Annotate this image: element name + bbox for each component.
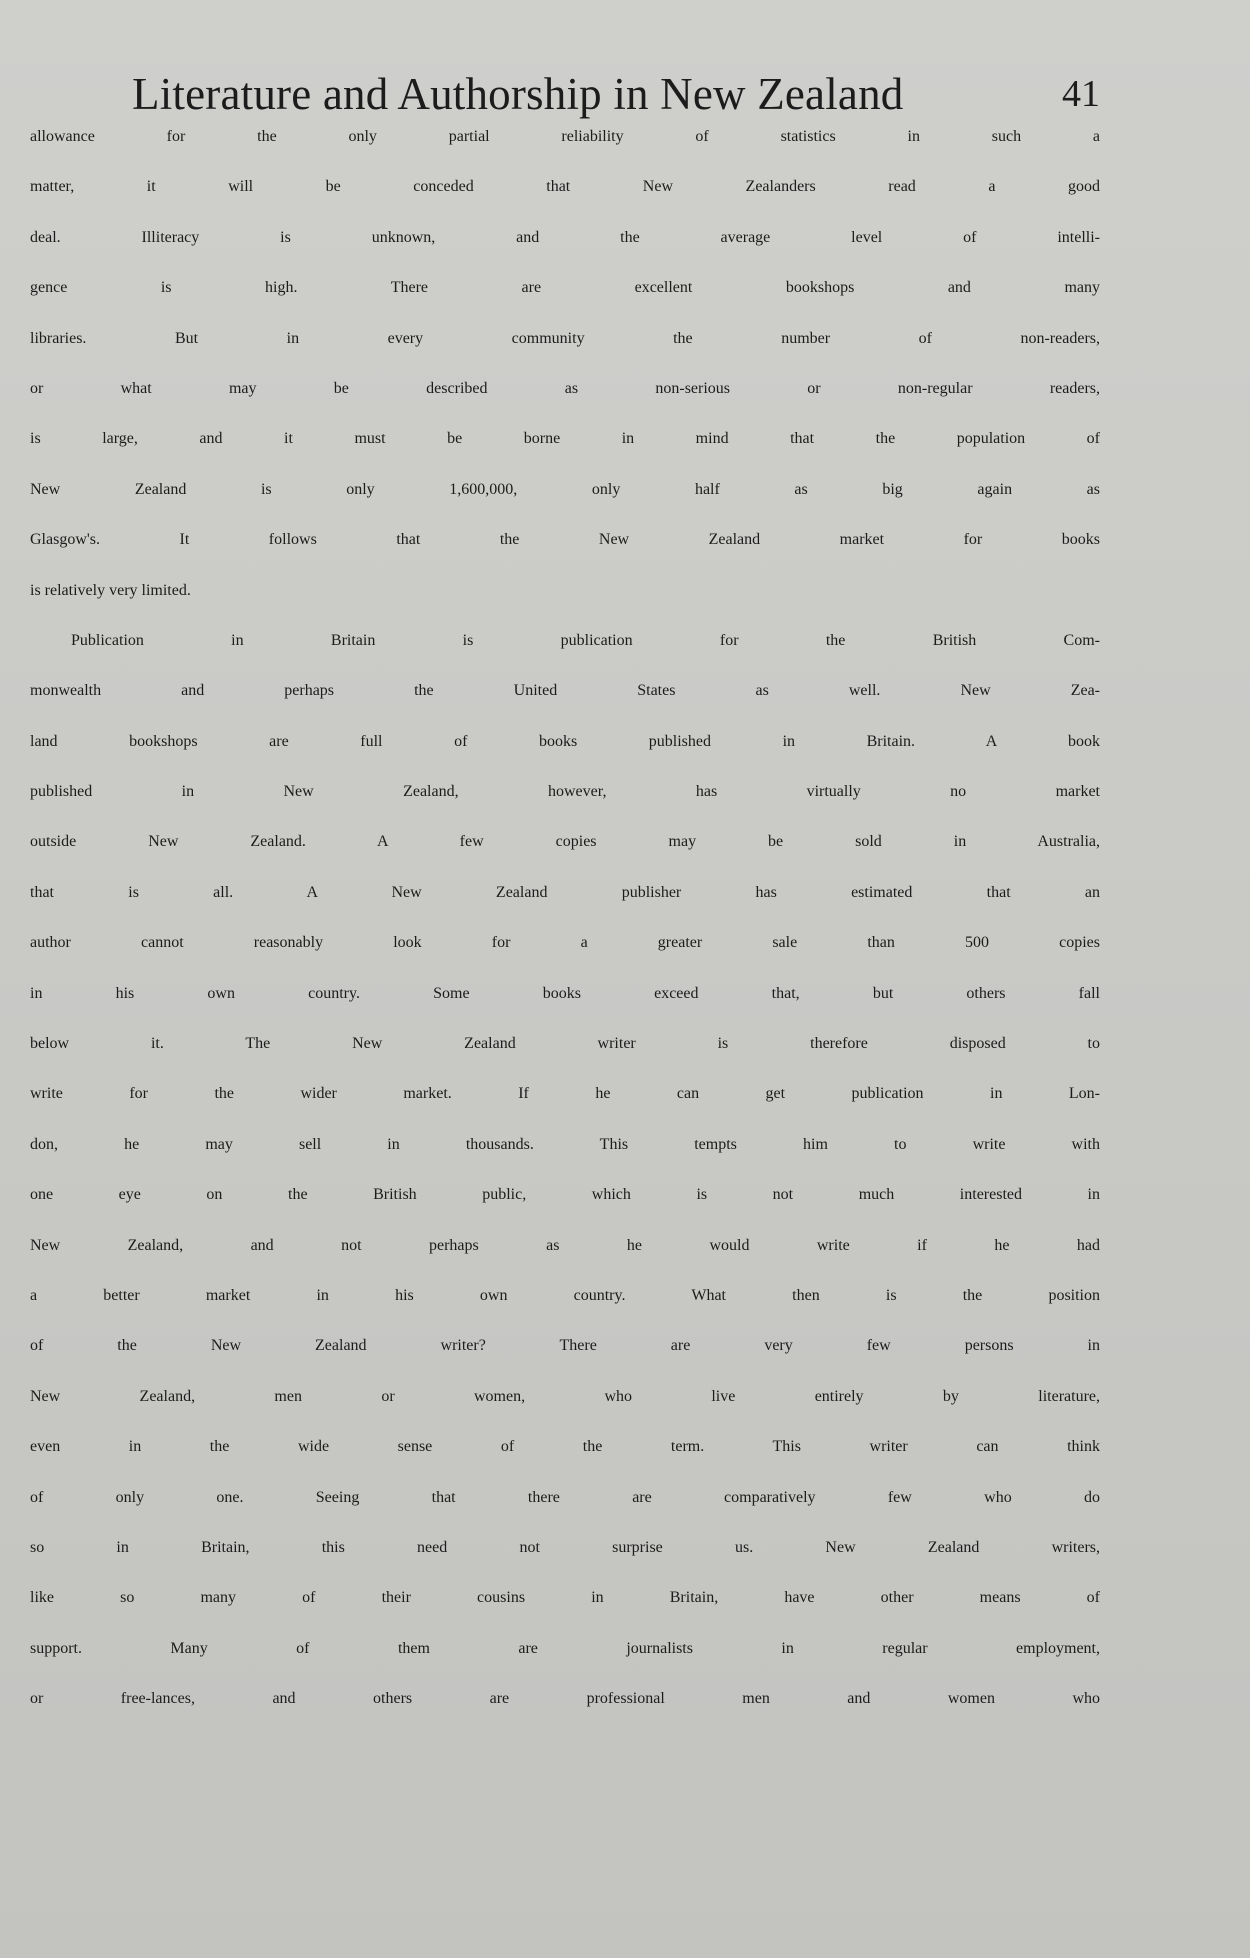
text-line: or what may be described as non-serious or non-regular readers, xyxy=(30,379,1100,397)
text-line: outside New Zealand. A few copies may be sold in Australia, xyxy=(30,833,1100,851)
page-number: 41 xyxy=(1062,73,1100,115)
text-line: is large, and it must be borne in mind that the population of xyxy=(30,430,1100,448)
text-line: write for the wider market. If he can get publication in Lon- xyxy=(30,1085,1100,1103)
text-line: New Zealand, men or women, who live entirely by literature, xyxy=(30,1387,1100,1405)
text-line: gence is high. There are excellent bookshops and many xyxy=(30,279,1100,297)
text-line: one eye on the British public, which is not much interested in xyxy=(30,1186,1100,1204)
text-line: so in Britain, this need not surprise us. New Zealand writers, xyxy=(30,1538,1100,1556)
text-line: below it. The New Zealand writer is therefore disposed to xyxy=(30,1035,1100,1053)
text-line: support. Many of them are journalists in regular employment, xyxy=(30,1639,1100,1657)
text-line: of only one. Seeing that there are comparatively few who do xyxy=(30,1488,1100,1506)
text-line: author cannot reasonably look for a greater sale than 500 copies xyxy=(30,934,1100,952)
text-line: of the New Zealand writer? There are very few persons in xyxy=(30,1337,1100,1355)
text-line: don, he may sell in thousands. This tempts him to write with xyxy=(30,1135,1100,1153)
text-line: monwealth and perhaps the United States as well. New Zea- xyxy=(30,682,1100,700)
text-line: Glasgow's. It follows that the New Zealand market for books xyxy=(30,531,1100,549)
text-line: New Zealand is only 1,600,000, only half as big again as xyxy=(30,480,1100,498)
text-line: deal. Illiteracy is unknown, and the average level of intelli- xyxy=(30,228,1100,246)
text-line: is relatively very limited. xyxy=(30,581,191,599)
running-title: Literature and Authorship in New Zealand xyxy=(132,69,904,119)
text-line: even in the wide sense of the term. This writer can think xyxy=(30,1438,1100,1456)
body-text xyxy=(30,128,1100,1741)
running-head xyxy=(30,62,1100,126)
book-page xyxy=(30,62,1100,1741)
text-line: published in New Zealand, however, has virtually no market xyxy=(30,783,1100,801)
text-line: a better market in his own country. What then is the position xyxy=(30,1286,1100,1304)
text-line: matter, it will be conceded that New Zealanders read a good xyxy=(30,178,1100,196)
text-line: allowance for the only partial reliability of statistics in such a xyxy=(30,128,1100,145)
text-line: New Zealand, and not perhaps as he would write if he had xyxy=(30,1236,1100,1254)
text-line: that is all. A New Zealand publisher has estimated that an xyxy=(30,883,1100,901)
text-line: in his own country. Some books exceed that, but others fall xyxy=(30,984,1100,1002)
text-line: land bookshops are full of books published in Britain. A book xyxy=(30,732,1100,750)
paragraph-2 xyxy=(30,632,1100,1741)
text-line: or free-lances, and others are professional men and women who xyxy=(30,1690,1100,1708)
text-line: libraries. But in every community the number of non-readers, xyxy=(30,329,1100,347)
text-line: Publication in Britain is publication for the British Com- xyxy=(71,631,1100,649)
paragraph-1 xyxy=(30,128,1100,632)
text-line: like so many of their cousins in Britain, have other means of xyxy=(30,1589,1100,1607)
